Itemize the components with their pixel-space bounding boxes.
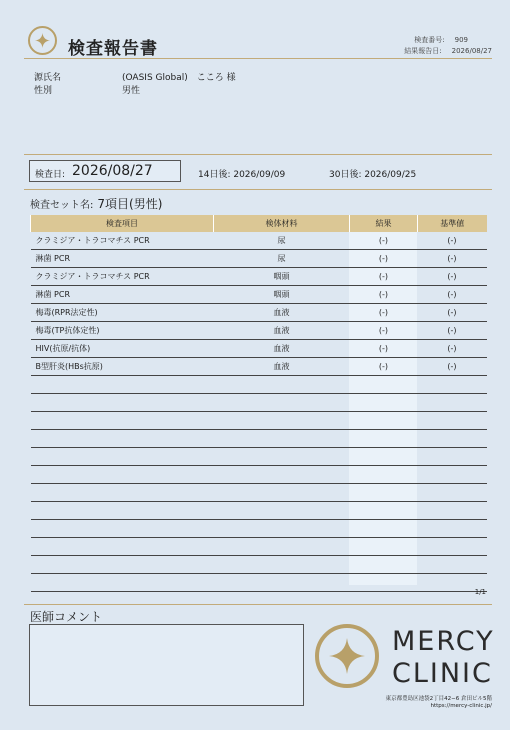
- test-set: [30, 195, 162, 212]
- exam-date-label: 検査日:: [35, 170, 66, 180]
- empty-row: [31, 520, 487, 538]
- date-after-30: 30日後: 2026/09/25: [329, 170, 417, 180]
- header-specimen: 検体材料: [214, 215, 350, 232]
- empty-row: [31, 538, 487, 556]
- empty-row: [31, 484, 487, 502]
- clinic-address: 東京都豊島区池袋2丁目42−6 倉田ビル5階: [385, 696, 492, 702]
- table-row: クラミジア・トラコマチス PCR 尿 (-) (-): [31, 232, 487, 250]
- exam-date-value: 2026/08/27: [72, 163, 153, 179]
- test-set-label: 検査セット名:: [30, 200, 94, 211]
- empty-row: [31, 466, 487, 484]
- empty-row: [31, 448, 487, 466]
- empty-row: [31, 574, 487, 592]
- empty-row: [31, 556, 487, 574]
- table-row: クラミジア・トラコマチス PCR 咽頭 (-) (-): [31, 268, 487, 286]
- divider: [24, 604, 492, 605]
- empty-row: [31, 376, 487, 394]
- table-header-row: [31, 215, 487, 232]
- patient-sex-value: 男性: [122, 86, 141, 96]
- patient-name-value: (OASIS Global) こころ 様: [122, 73, 236, 83]
- empty-row: [31, 502, 487, 520]
- test-set-value: 7項目(男性): [97, 197, 163, 211]
- empty-row: [31, 394, 487, 412]
- page-title: 検査報告書: [68, 39, 158, 59]
- patient-sex-row: [34, 83, 141, 96]
- page-number: 1/1: [474, 588, 486, 596]
- divider: [24, 154, 492, 155]
- patient-name-label: 源氏名: [34, 73, 62, 83]
- exam-date-box: [29, 160, 181, 182]
- clinic-url: https://mercy-clinic.jp/: [430, 703, 492, 709]
- clinic-logo: [315, 624, 379, 688]
- sparkle-icon: [35, 33, 50, 48]
- clinic-brand-line1: MERCY: [392, 626, 495, 657]
- table-row: B型肝炎(HBs抗原) 血液 (-) (-): [31, 358, 487, 376]
- clinic-brand-line2: CLINIC: [392, 658, 493, 689]
- doctor-comment-box: [29, 624, 304, 706]
- divider: [24, 58, 492, 59]
- table-row: 梅毒(RPR法定性) 血液 (-) (-): [31, 304, 487, 322]
- table-row: 淋菌 PCR 咽頭 (-) (-): [31, 286, 487, 304]
- sparkle-icon: [329, 638, 365, 674]
- empty-row: [31, 412, 487, 430]
- divider: [24, 189, 492, 190]
- results-table: [30, 215, 487, 592]
- header-result: 結果: [350, 215, 418, 232]
- clinic-logo-small: [28, 26, 57, 55]
- patient-sex-label: 性別: [34, 86, 53, 96]
- date-after-14: 14日後: 2026/09/09: [198, 170, 286, 180]
- exam-number: 検査番号: 909: [414, 36, 468, 44]
- header-reference: 基準値: [418, 215, 487, 232]
- report-date: 結果報告日: 2026/08/27: [404, 47, 492, 55]
- empty-row: [31, 430, 487, 448]
- table-row: HIV(抗原/抗体) 血液 (-) (-): [31, 340, 487, 358]
- doctor-comment-title: 医師コメント: [30, 610, 103, 624]
- table-row: 淋菌 PCR 尿 (-) (-): [31, 250, 487, 268]
- patient-name-row: [34, 70, 236, 83]
- header-test-item: 検査項目: [31, 215, 214, 232]
- table-row: 梅毒(TP抗体定性) 血液 (-) (-): [31, 322, 487, 340]
